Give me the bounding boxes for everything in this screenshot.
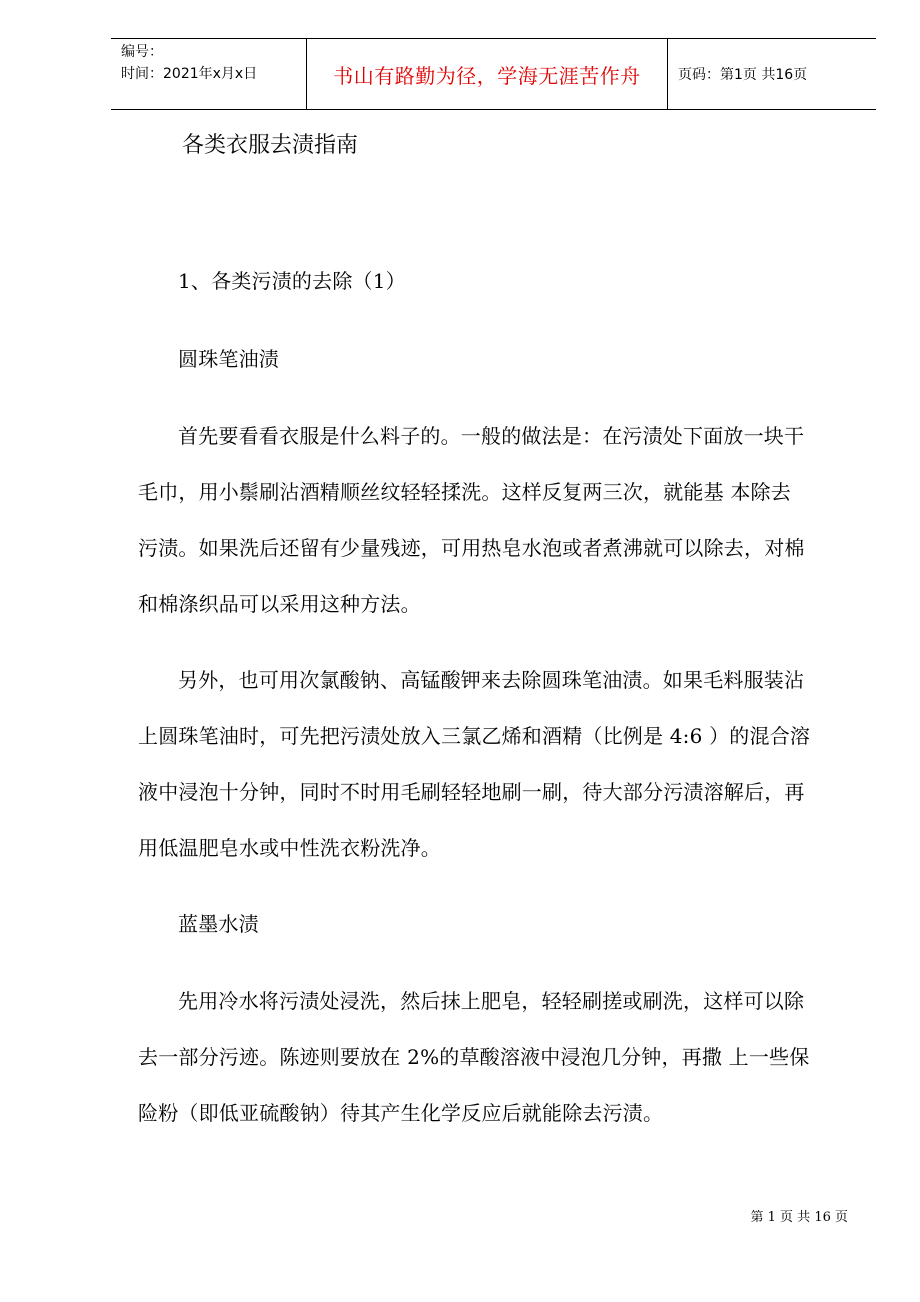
document-number-label: 编号： <box>121 44 163 60</box>
header-meta-cell <box>111 39 307 109</box>
subheading-blue-ink: 蓝墨水渍 <box>178 912 259 936</box>
paragraph-line: 险粉（即低亚硫酸钠）待其产生化学反应后就能除去污渍。 <box>138 1101 664 1125</box>
header-motto: 书山有路勤为径，学海无涯苦作舟 <box>333 63 641 88</box>
footer-page-number: 第 1 页 共 16 页 <box>750 1210 848 1225</box>
paragraph-line: 和棉涤织品可以采用这种方法。 <box>138 592 421 616</box>
paragraph-line: 用低温肥皂水或中性洗衣粉洗净。 <box>138 836 441 860</box>
subheading-ballpoint-ink: 圆珠笔油渍 <box>178 347 279 371</box>
paragraph-line: 首先要看看衣服是什么料子的。一般的做法是：在污渍处下面放一块干 <box>178 424 805 448</box>
paragraph-line: 上圆珠笔油时，可先把污渍处放入三氯乙烯和酒精（比例是 4:6 ）的混合溶 <box>138 724 811 748</box>
document-title: 各类衣服去渍指南 <box>182 133 359 158</box>
paragraph-line: 污渍。如果洗后还留有少量残迹，可用热皂水泡或者煮沸就可以除去，对棉 <box>138 536 805 560</box>
paragraph-line: 液中浸泡十分钟，同时不时用毛刷轻轻地刷一刷，待大部分污渍溶解后，再 <box>138 780 805 804</box>
header-page-info: 页码：第1页 共16页 <box>678 67 808 83</box>
document-header <box>111 38 876 110</box>
document-time-label: 时间：2021年x月x日 <box>121 66 258 82</box>
paragraph-line: 先用冷水将污渍处浸洗，然后抹上肥皂，轻轻刷搓或刷洗，这样可以除 <box>178 989 805 1013</box>
section-heading: 1、各类污渍的去除（1） <box>178 269 406 293</box>
paragraph-line: 另外，也可用次氯酸钠、高锰酸钾来去除圆珠笔油渍。如果毛料服装沾 <box>178 668 805 692</box>
header-page-cell <box>668 39 876 109</box>
paragraph-line: 去一部分污迹。陈迹则要放在 2%的草酸溶液中浸泡几分钟，再撒 上一些保 <box>138 1045 810 1069</box>
header-motto-cell <box>307 39 668 109</box>
paragraph-line: 毛巾，用小鬃刷沾酒精顺丝纹轻轻揉洗。这样反复两三次，就能基 本除去 <box>138 480 791 504</box>
